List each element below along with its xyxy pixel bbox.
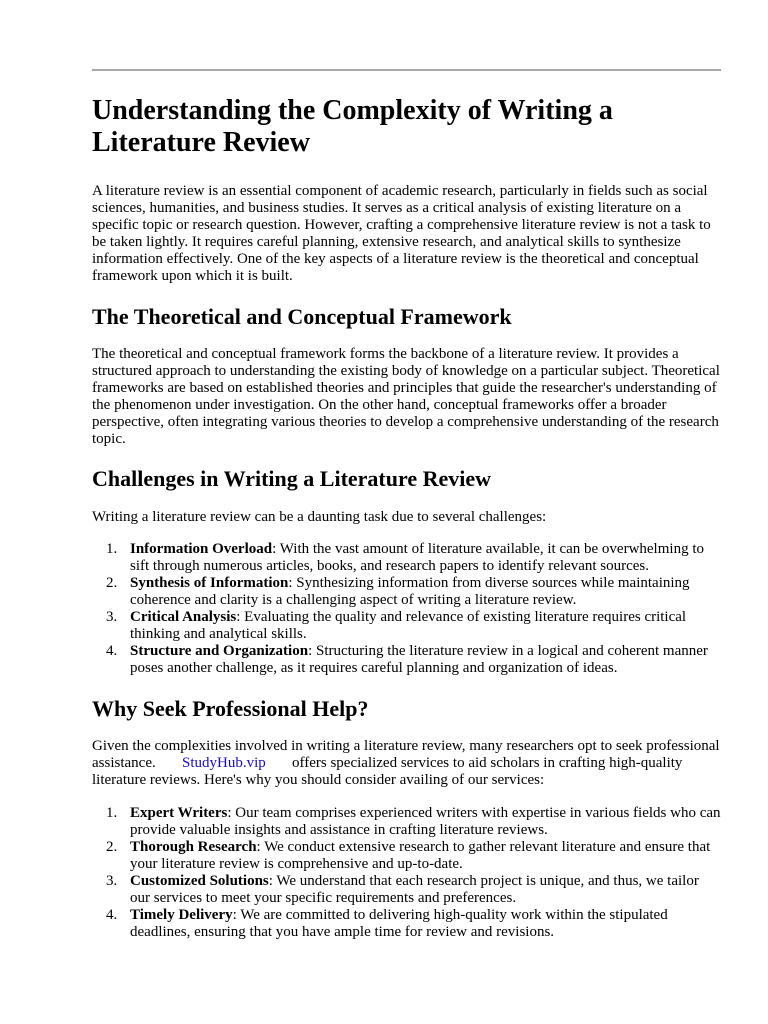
framework-paragraph: The theoretical and conceptual framework forms the backbone of a literature review. It provides a structured approach to understanding the existing body of knowledge on a particular subject. Theoretical frameworks are based on established theories and principles that guide the researcher's understanding of the phenomenon under investigation. On the other hand, conceptual frameworks offer a broader perspective, often integrating various theories to develop a comprehensive understanding of the research topic. [92, 346, 720, 447]
studyhub-link[interactable]: StudyHub.vip [181, 755, 266, 771]
page-title: Understanding the Complexity of Writing a Literature Review [92, 95, 613, 158]
list-term: Customized Solutions [130, 873, 269, 889]
list-text: : We are committed to delivering high-quality work within the stipulated deadlines, ensuring that you have ample time for review and revisions. [130, 907, 668, 940]
list-number: 3. [106, 609, 118, 625]
list-term: Synthesis of Information [130, 575, 289, 591]
list-number: 1. [106, 541, 118, 557]
list-text: : Evaluating the quality and relevance of existing literature requires critical thinking and analytical skills. [130, 609, 687, 642]
benefits-list [92, 805, 722, 941]
list-number: 2. [106, 575, 118, 591]
professional-help-intro [92, 738, 722, 789]
list-text: : Our team comprises experienced writers with expertise in various fields who can provide valuable insights and assistance in crafting literature reviews. [130, 805, 721, 838]
list-number: 4. [106, 643, 118, 659]
list-term: Timely Delivery [130, 907, 233, 923]
list-text: : Synthesizing information from diverse sources while maintaining coherence and clarity is a challenging aspect of writing a literature review. [130, 575, 690, 608]
list-number: 4. [106, 907, 118, 923]
list-item [92, 575, 722, 609]
list-number: 3. [106, 873, 118, 889]
list-term: Thorough Research [130, 839, 257, 855]
section-heading-professional-help: Why Seek Professional Help? [92, 696, 369, 721]
list-item [92, 643, 722, 677]
list-term: Structure and Organization [130, 643, 309, 659]
top-divider [92, 69, 721, 71]
list-item [92, 805, 722, 839]
section-heading-framework: The Theoretical and Conceptual Framework [92, 304, 512, 329]
list-item [92, 907, 722, 941]
section-heading-challenges: Challenges in Writing a Literature Review [92, 466, 492, 491]
list-term: Critical Analysis [130, 609, 237, 625]
list-number: 2. [106, 839, 118, 855]
list-item [92, 839, 722, 873]
list-item [92, 873, 722, 907]
list-term: Information Overload [130, 541, 273, 557]
intro-paragraph: A literature review is an essential component of academic research, particularly in fields such as social sciences, humanities, and business studies. It serves as a critical analysis of existing literature on a specific topic or research question. However, crafting a comprehensive literature review is not a task to be taken lightly. It requires careful planning, extensive research, and analytical skills to synthesize information effectively. One of the key aspects of a literature review is the theoretical and conceptual framework upon which it is built. [92, 183, 711, 284]
list-text: : We understand that each research project is unique, and thus, we tailor our services to meet your specific requirements and preferences. [130, 873, 699, 906]
intro-text-before: Given the complexities involved in writing a literature review, many researchers opt to seek professional assistance. [92, 738, 720, 771]
list-term: Expert Writers [130, 805, 228, 821]
list-text: : With the vast amount of literature available, it can be overwhelming to sift through numerous articles, books, and research papers to identify relevant sources. [130, 541, 704, 574]
list-text: : Structuring the literature review in a logical and coherent manner poses another challenge, as it requires careful planning and organization of ideas. [130, 643, 708, 676]
list-item [92, 609, 722, 643]
challenges-list [92, 541, 722, 677]
list-number: 1. [106, 805, 118, 821]
list-item [92, 541, 722, 575]
intro-text-after: offers specialized services to aid scholars in crafting high-quality literature reviews. Here's why you should consider availing of our services: [92, 755, 683, 788]
list-text: : We conduct extensive research to gather relevant literature and ensure that your literature review is comprehensive and up-to-date. [130, 839, 711, 872]
challenges-intro: Writing a literature review can be a daunting task due to several challenges: [92, 509, 547, 525]
